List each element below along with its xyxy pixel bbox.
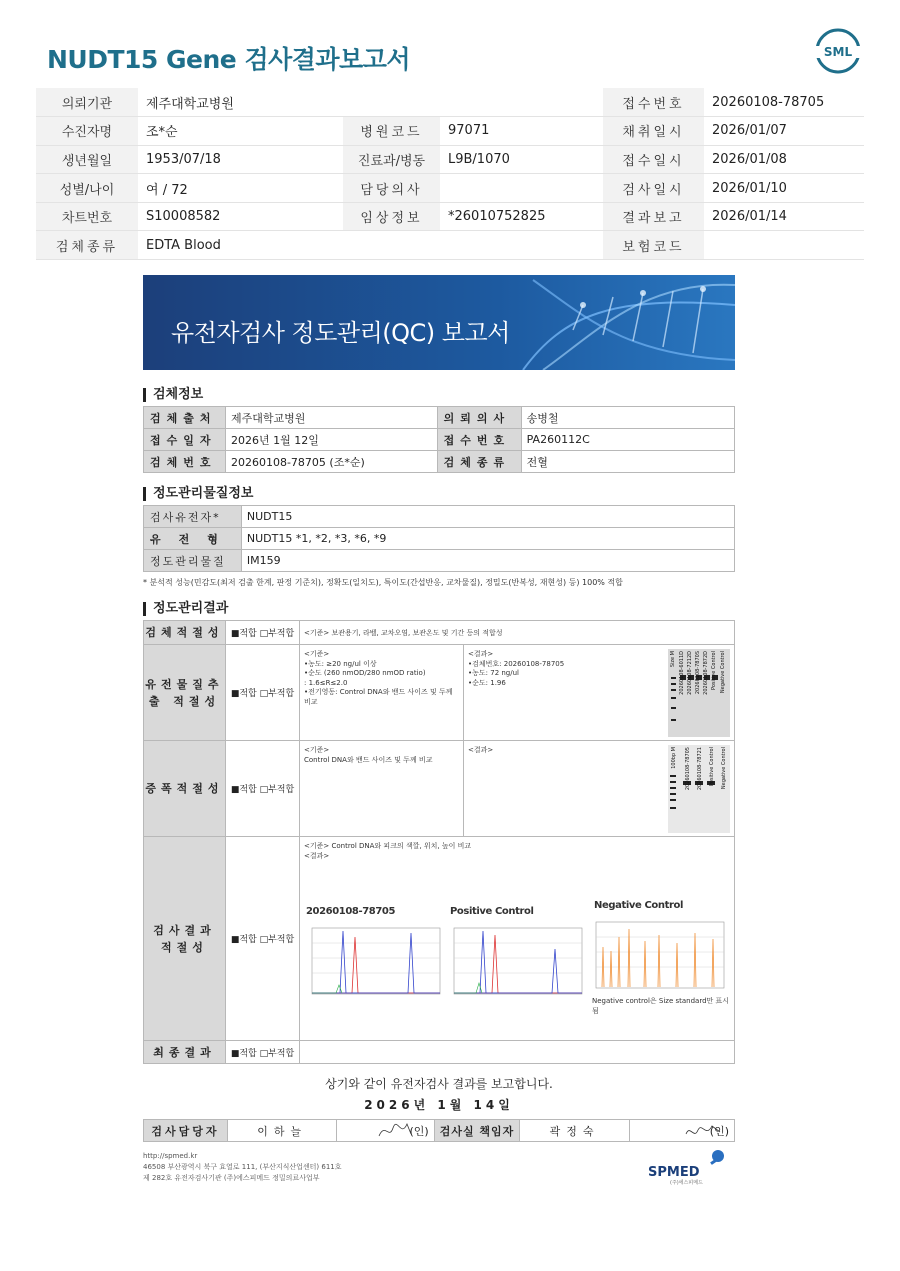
- extraction-gel-image: [668, 649, 730, 737]
- info-label: 채취일시: [603, 117, 704, 146]
- specimen-type-label: 검체종류: [437, 451, 521, 473]
- info-label: 담당의사: [343, 174, 440, 203]
- doctor-label: 의뢰의사: [437, 407, 521, 429]
- info-label: 접수일시: [603, 145, 704, 174]
- spmed-logo-text: SPMED: [648, 1165, 700, 1180]
- footer: [143, 1151, 342, 1184]
- material-note: * 분석적 성능(민감도(최저 검출 한계, 판정 기준치), 정확도(일치도), 특이도(간섭반응, 교차물질), 정밀도(반복성, 재현성) 등) 100% 적합: [143, 578, 623, 587]
- info-row: [36, 88, 864, 117]
- electropherogram-positive: [448, 923, 586, 999]
- info-value: *26010752825: [440, 202, 603, 231]
- manager-signature: [684, 1120, 724, 1142]
- material-label: 정도관리물질: [144, 550, 242, 572]
- criteria-line: : 1.6≤R≤2.0: [304, 678, 348, 687]
- specimen-number: 20260108-78705 (조*순): [225, 451, 437, 473]
- result-title: <결과>: [304, 851, 330, 860]
- result-check: ■적합 □부적합: [226, 837, 300, 1040]
- sml-logo: [814, 27, 862, 75]
- received-date-label: 접수일자: [144, 429, 226, 451]
- specimen-number-label: 검체번호: [144, 451, 226, 473]
- result-title: <결과>: [468, 746, 494, 754]
- criteria-line: •농도: ≥20 ng/ul 이상: [304, 659, 377, 668]
- manager-seal-mark: (인): [709, 1124, 729, 1138]
- qc-result-table: [143, 620, 735, 1064]
- electropherogram-title-sample: 20260108-78705: [306, 906, 396, 917]
- info-value: 1953/07/18: [138, 145, 343, 174]
- result-label: 유전물질추출 적절성: [144, 645, 226, 740]
- result-line: •검체번호: 20260108-78705: [468, 659, 565, 668]
- info-value: [440, 174, 603, 203]
- info-label: 접수번호: [603, 88, 704, 117]
- criteria-title: <기준>: [304, 650, 330, 658]
- criteria-title: <기준>: [304, 746, 330, 754]
- gene-value: NUDT15: [241, 506, 734, 528]
- info-label: 검사일시: [603, 174, 704, 203]
- info-label: 검체종류: [36, 231, 138, 260]
- specimen-type: 전혈: [521, 451, 734, 473]
- doctor-name: 송병철: [521, 407, 734, 429]
- manager-name: 곽정숙: [520, 1120, 629, 1142]
- info-row: [36, 231, 864, 260]
- result-row-test-result: [144, 837, 734, 1041]
- receipt-number: PA260112C: [521, 429, 734, 451]
- patient-info-table: [36, 88, 864, 260]
- footer-url: http://spmed.kr: [143, 1152, 198, 1160]
- info-label: 보험코드: [603, 231, 704, 260]
- result-check: ■적합 □부적합: [226, 621, 300, 644]
- criteria-line: •순도 (260 nmOD/280 nmOD ratio): [304, 669, 426, 677]
- manager-label: 검사실 책임자: [434, 1120, 520, 1142]
- info-label: 의뢰기관: [36, 88, 138, 117]
- specimen-table: [143, 406, 735, 473]
- info-value: S10008582: [138, 202, 343, 231]
- info-value: L9B/1070: [440, 145, 603, 174]
- footer-address: 46508 부산광역시 북구 효열로 111, (부산지식산업센터) 611호: [143, 1163, 342, 1171]
- spmed-logo: [648, 1146, 730, 1186]
- info-value: 제주대학교병원: [138, 88, 603, 117]
- closing-date: 2026년 1월 14일: [364, 1098, 514, 1112]
- info-value: 2026/01/07: [704, 117, 864, 146]
- banner-title: 유전자검사 정도관리(QC) 보고서: [171, 319, 510, 347]
- tester-signature: [377, 1120, 417, 1142]
- result-check: ■적합 □부적합: [226, 1041, 300, 1063]
- info-label: 차트번호: [36, 202, 138, 231]
- gel-lane-label: Positive Control: [711, 651, 717, 690]
- receipt-number-label: 접수번호: [437, 429, 521, 451]
- genotype-label: 유전형: [144, 528, 242, 550]
- criteria-line: Control DNA와 밴드 사이즈 및 두께 비교: [304, 755, 433, 764]
- qc-banner: [143, 275, 735, 370]
- tester-seal-mark: (인): [409, 1124, 429, 1138]
- gel-lane-label: 20260108-7872D: [703, 651, 709, 695]
- result-title: <결과>: [468, 650, 494, 658]
- result-label: 최종결과: [144, 1041, 226, 1063]
- spmed-logo-subtext: (주)에스피메드: [670, 1180, 703, 1186]
- info-value: 20260108-78705: [704, 88, 864, 117]
- info-row: [36, 174, 864, 203]
- info-label: 생년월일: [36, 145, 138, 174]
- result-row-amplification: [144, 741, 734, 837]
- material-section-title: 정도관리물질정보: [143, 487, 253, 501]
- sml-logo-text: SML: [823, 45, 853, 59]
- result-label: 검사결과 적절성: [144, 837, 226, 1040]
- gel-lane-label: 20260108-78705: [685, 747, 691, 791]
- info-label: 성별/나이: [36, 174, 138, 203]
- page-title: NUDT15 Gene 검사결과보고서: [47, 45, 411, 74]
- info-value: 조*순: [138, 117, 343, 146]
- result-criteria: [300, 837, 734, 1040]
- result-row-specimen: [144, 621, 734, 645]
- result-line: •농도: 72 ng/ul: [468, 669, 519, 677]
- criteria-line: •전기영동: Control DNA와 밴드 사이즈 및 두께 비교: [304, 688, 453, 706]
- result-criteria: [300, 741, 464, 836]
- tester-name: 이하늘: [227, 1120, 336, 1142]
- specimen-source-label: 검체출처: [144, 407, 226, 429]
- info-value: 여 / 72: [138, 174, 343, 203]
- gel-lane-label: Negative Control: [720, 651, 726, 694]
- footer-registration: 제 282호 유전자검사기관 (주)에스피메드 정밀의료사업부: [143, 1174, 320, 1182]
- criteria-line: <기준> Control DNA와 피크의 색깔, 위치, 높이 비교: [304, 842, 472, 850]
- result-label: 증폭적절성: [144, 741, 226, 836]
- result-row-extraction: [144, 645, 734, 741]
- gel-lane-label: Size M: [670, 651, 676, 668]
- electropherogram-title-positive: Positive Control: [450, 906, 534, 917]
- info-value: 2026/01/10: [704, 174, 864, 203]
- info-label: 임상정보: [343, 202, 440, 231]
- info-label: 병원코드: [343, 117, 440, 146]
- gene-label: 검사유전자*: [144, 506, 242, 528]
- info-label: 수진자명: [36, 117, 138, 146]
- gel-lane-label: Negative Control: [721, 747, 727, 790]
- result-label: 검체적절성: [144, 621, 226, 644]
- gel-lane-label: Positive Control: [709, 747, 715, 786]
- received-date: 2026년 1월 12일: [225, 429, 437, 451]
- result-detail: [464, 645, 734, 740]
- tester-label: 검사담당자: [144, 1120, 228, 1142]
- electropherogram-negative: [590, 917, 730, 993]
- closing-statement: 상기와 같이 유전자검사 결과를 보고합니다.: [325, 1077, 553, 1091]
- gel-lane-label: 20260108-7212D: [687, 651, 693, 695]
- negative-control-note: Negative control은 Size standard만 표시됨: [592, 997, 730, 1015]
- gel-lane-label: 20260108-78721: [697, 747, 703, 791]
- specimen-source: 제주대학교병원: [225, 407, 437, 429]
- info-label: 결과보고: [603, 202, 704, 231]
- gel-lane-label: 20260108-6011D: [679, 651, 685, 695]
- info-row: [36, 117, 864, 146]
- result-check: ■적합 □부적합: [226, 741, 300, 836]
- result-section-title: 정도관리결과: [143, 602, 228, 616]
- info-label: 진료과/병동: [343, 145, 440, 174]
- result-line: •순도: 1.96: [468, 678, 506, 687]
- specimen-section-title: 검체정보: [143, 388, 203, 402]
- manager-seal: [629, 1120, 734, 1142]
- result-row-final: [144, 1041, 734, 1063]
- tester-seal: [337, 1120, 434, 1142]
- result-detail: [464, 741, 734, 836]
- gel-lane-label: 20260108-7870S: [695, 651, 701, 695]
- gel-lane-label: 100bp M: [671, 747, 677, 769]
- electropherogram-sample: [306, 923, 442, 999]
- info-row: [36, 202, 864, 231]
- info-value: 2026/01/08: [704, 145, 864, 174]
- info-value: 2026/01/14: [704, 202, 864, 231]
- result-criteria: [300, 645, 464, 740]
- info-row: [36, 145, 864, 174]
- electropherogram-title-negative: Negative Control: [594, 900, 683, 911]
- material-table: [143, 505, 735, 572]
- info-value: [704, 231, 864, 260]
- amplification-gel-image: [668, 745, 730, 833]
- result-check: ■적합 □부적합: [226, 645, 300, 740]
- result-criteria: <기준> 보관용기, 라벨, 교차오염, 보관온도 및 기간 등의 적합성: [304, 629, 503, 637]
- signature-table: [143, 1119, 735, 1142]
- info-value: EDTA Blood: [138, 231, 603, 260]
- genotype-value: NUDT15 *1, *2, *3, *6, *9: [241, 528, 734, 550]
- info-value: 97071: [440, 117, 603, 146]
- material-value: IM159: [241, 550, 734, 572]
